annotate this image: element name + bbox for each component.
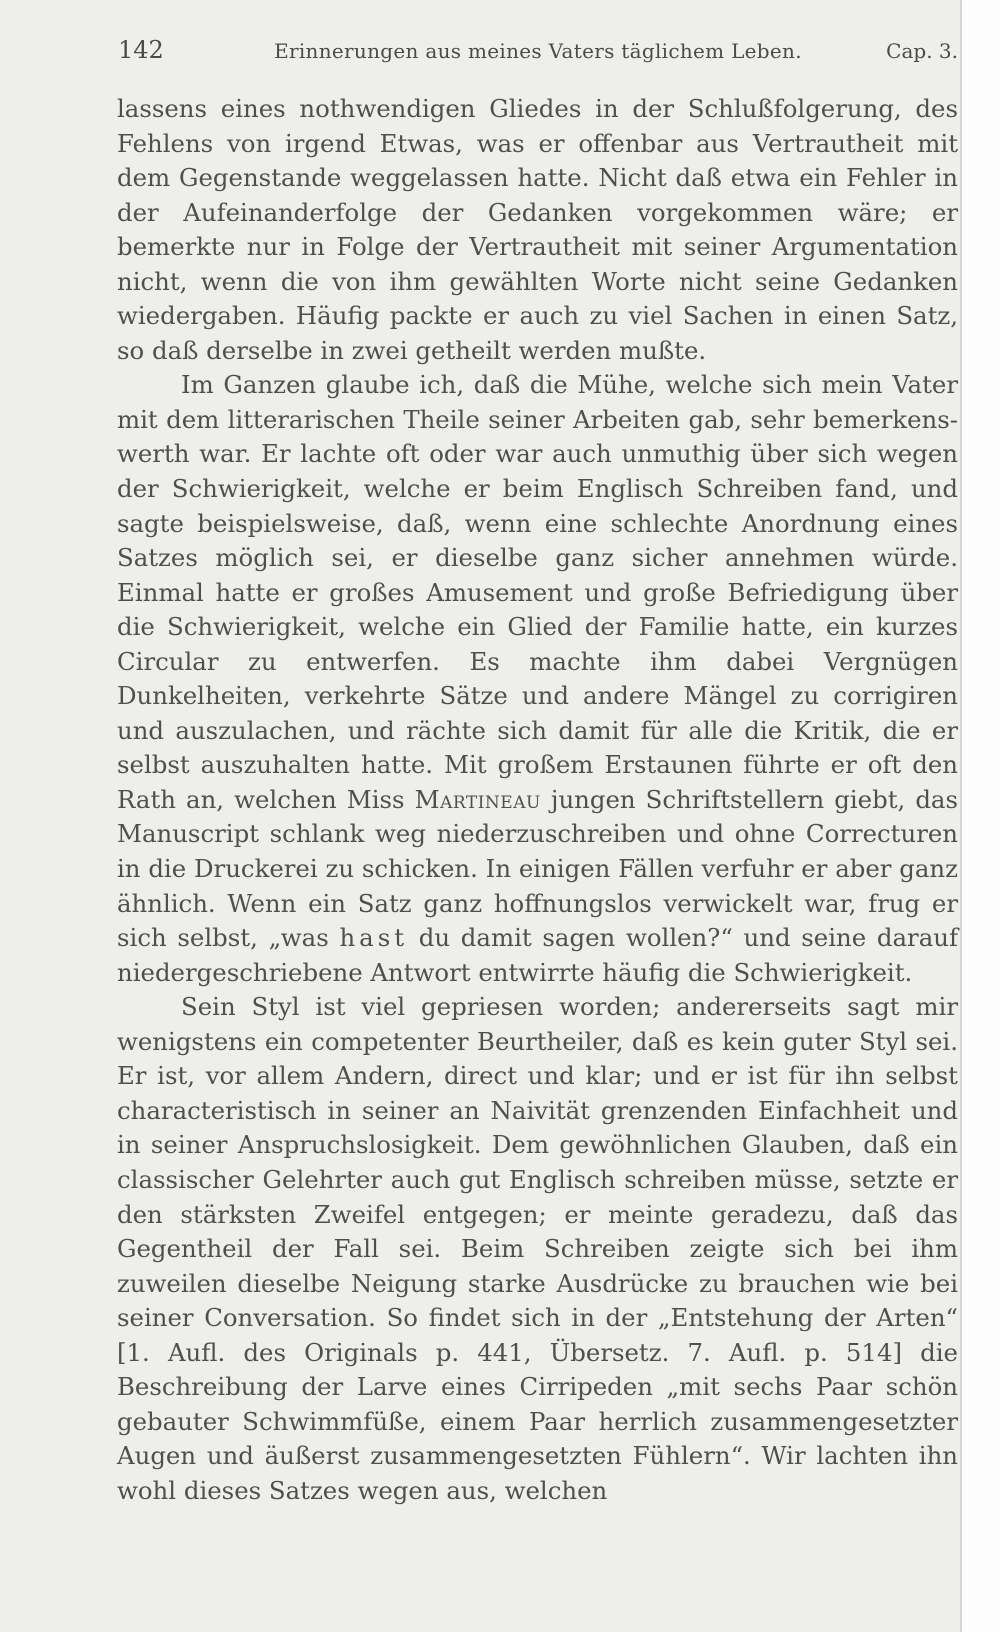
paragraph-2-text-a: Im Ganzen glaube ich, daß die Mühe, welche sich mein Vater mit dem litterarischen Theile seiner Arbeiten gab, sehr bemerkenswerth war. Er lachte oft oder war auch unmuthig über sich wegen der Schwierigkeit, welche er beim Englisch Schreiben fand, und sagte beispielsweise, daß, wenn eine schlechte Anordnung eines Satzes möglich sei, er dieselbe ganz sicher annehmen würde. Einmal hatte er großes Amusement und große Befriedigung über die Schwierigkeit, welche ein Glied der Familie hatte, ein kurzes Circular zu entwerfen. Es machte ihm dabei Vergnügen Dunkelheiten, verkehrte Sätze und andere Mängel zu corrigiren und auszulachen, und rächte sich damit für alle die Kritik, die er selbst auszuhalten hatte. Mit großem Erstaunen führte er oft den Rath an, welchen Miss bbox=[117, 370, 958, 814]
paragraph-3: Sein Styl ist viel gepriesen worden; andererseits sagt mir wenigstens ein competenter Beurtheiler, daß es kein guter Styl sei. Er ist, vor allem Andern, direct und klar; und er ist für ihn selbst characteristisch in seiner an Naivität grenzenden Einfachheit und in seiner Anspruchslosigkeit. Dem gewöhnlichen Glauben, daß ein classischer Gelehrter auch gut Englisch schreiben müsse, setzte er den stärksten Zweifel entgegen; er meinte geradezu, daß das Gegentheil der Fall sei. Beim Schreiben zeigte sich bei ihm zuweilen dieselbe Neigung starke Ausdrücke zu brauchen wie bei seiner Conversation. So findet sich in der „Entstehung der Arten“ [1. Aufl. des Originals p. 441, Übersetz. 7. Aufl. p. 514] die Beschreibung der Larve eines Cirripeden „mit sechs Paar schön gebauter Schwimmfüße, einem Paar herrlich zusammengesetzter Augen und äußerst zusammengesetzten Fühlern“. Wir lachten ihn wohl dieses Satzes wegen aus, welchen bbox=[117, 992, 958, 1505]
running-header bbox=[118, 36, 958, 72]
page-edge bbox=[960, 0, 1000, 1632]
emphasized-word: hast bbox=[339, 923, 409, 953]
paragraph-2-text-c: du damit sagen wollen?“ und seine darauf niedergeschriebene Antwort entwirrte häufig die Schwierigkeit. bbox=[117, 923, 958, 987]
paragraph-2-text-b: jungen Schriftstellern giebt, das Manuscript schlank weg niederzuschreiben und ohne Correcturen in die Druckerei zu schicken. In einigen Fällen verfuhr er aber ganz ähnlich. Wenn ein Satz ganz hoffnungslos verwickelt war, frug er sich selbst, „was bbox=[117, 784, 958, 953]
running-title: Erinnerungen aus meines Vaters täglichem Leben. bbox=[274, 39, 802, 63]
body-text bbox=[117, 92, 958, 1508]
person-name-martineau: Martineau bbox=[414, 784, 541, 814]
paragraph-1: lassens eines nothwendigen Gliedes in der Schlußfolgerung, des Fehlens von irgend Etwas, was er offenbar aus Vertrautheit mit dem Gegenstande weggelassen hatte. Nicht daß etwa ein Fehler in der Aufeinanderfolge der Gedanken vorgekommen wäre; er bemerkte nur in Folge der Vertrautheit mit seiner Argumentation nicht, wenn die von ihm gewählten Worte nicht seine Gedanken wiedergaben. Häufig packte er auch zu viel Sachen in einen Satz, so daß derselbe in zwei getheilt werden mußte. bbox=[117, 94, 958, 365]
chapter-label: Cap. 3. bbox=[886, 39, 958, 63]
paragraph-2 bbox=[117, 368, 958, 990]
page-number: 142 bbox=[118, 36, 164, 64]
